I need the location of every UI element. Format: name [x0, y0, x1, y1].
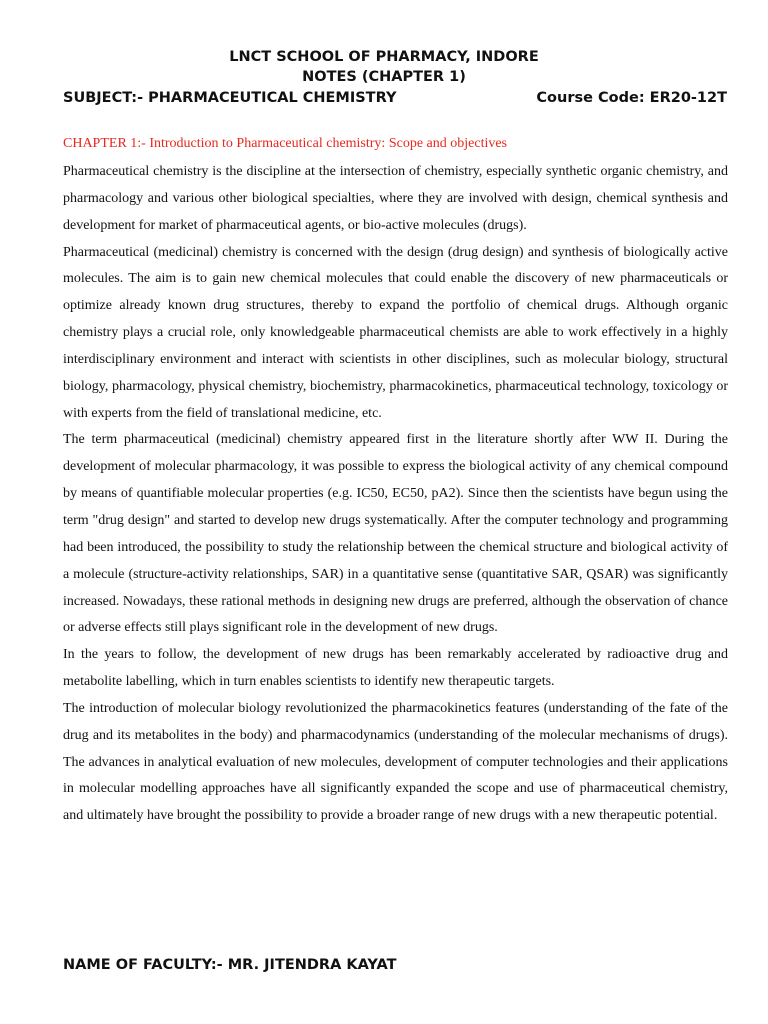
- subject-label: SUBJECT:- PHARMACEUTICAL CHEMISTRY: [63, 90, 397, 106]
- school-name: LNCT SCHOOL OF PHARMACY, INDORE: [229, 49, 539, 65]
- paragraph: In the years to follow, the development of new drugs has been remarkably accelerated by radioactive drug and metabolite labelling, which in turn enables scientists to identify new therapeutic targets.: [63, 647, 728, 690]
- paragraph: Pharmaceutical chemistry is the discipline at the intersection of chemistry, especially synthetic organic chemistry, and pharmacology and various other biological specialties, where they are involved with design, chemical synthesis and development for market of pharmaceutical agents, or bio-active molecules (drugs).: [63, 164, 728, 233]
- faculty-name: NAME OF FACULTY:- MR. JITENDRA KAYAT: [63, 957, 397, 973]
- subject-line: [63, 90, 727, 106]
- paragraph: Pharmaceutical (medicinal) chemistry is concerned with the design (drug design) and synthesis of biologically active molecules. The aim is to gain new chemical molecules that could enable the discovery of new pharmaceuticals or optimize already known drug structures, thereby to expand the portfolio of chemical drugs. Although organic chemistry plays a crucial role, only knowledgeable pharmaceutical chemists are able to work effectively in a highly interdisciplinary environment and interact with scientists in other disciplines, such as molecular biology, structural biology, pharmacology, physical chemistry, biochemistry, pharmacokinetics, pharmaceutical technology, toxicology or with experts from the field of translational medicine, etc.: [63, 244, 728, 421]
- course-code: Course Code: ER20-12T: [536, 90, 727, 106]
- paragraph: The introduction of molecular biology revolutionized the pharmacokinetics features (understanding of the fate of the drug and its metabolites in the body) and pharmacodynamics (understanding of the molecular mechanisms of drugs). The advances in analytical evaluation of new molecules, development of computer technologies and their applications in molecular modelling approaches have all significantly expanded the scope and use of pharmaceutical chemistry, and ultimately have brought the possibility to provide a broader range of new drugs with a new therapeutic potential.: [63, 700, 728, 824]
- notes-title: NOTES (CHAPTER 1): [302, 69, 466, 85]
- body-text: [63, 159, 728, 830]
- chapter-title: CHAPTER 1:- Introduction to Pharmaceutical chemistry: Scope and objectives: [63, 136, 508, 151]
- paragraph: The term pharmaceutical (medicinal) chemistry appeared first in the literature shortly after WW II. During the development of molecular pharmacology, it was possible to express the biological activity of any chemical compound by means of quantifiable molecular properties (e.g. IC50, EC50, pA2). Since then the scientists have begun using the term "drug design" and started to develop new drugs systematically. After the computer technology and programming had been introduced, the possibility to study the relationship between the chemical structure and biological activity of a molecule (structure-activity relationships, SAR) in a quantitative sense (quantitative SAR, QSAR) was significantly increased. Nowadays, these rational methods in designing new drugs are preferred, although the observation of chance or adverse effects still plays significant role in the development of new drugs.: [63, 432, 728, 636]
